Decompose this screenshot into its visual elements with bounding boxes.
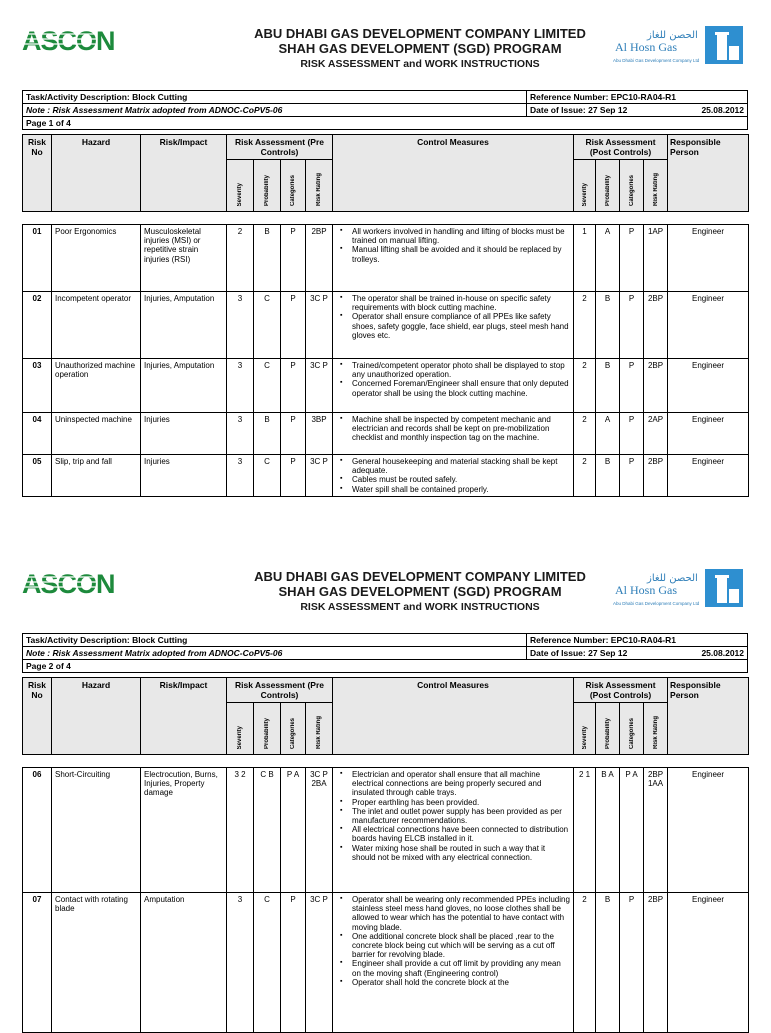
document-info-table bbox=[22, 633, 748, 673]
document-info-table bbox=[22, 90, 748, 130]
risk-impact: Musculoskeletal injuries (MSI) or repetitive strain injuries (RSI) bbox=[141, 225, 227, 292]
pre-category: P bbox=[281, 893, 306, 1033]
col-post-controls: Risk Assessment (Post Controls) bbox=[574, 135, 668, 160]
col-pre-categories: Categories bbox=[281, 160, 306, 212]
responsible-person: Engineer bbox=[668, 768, 749, 893]
post-rating: 2BP bbox=[644, 893, 668, 1033]
document-page-1 bbox=[0, 0, 768, 494]
post-probability: B A bbox=[596, 768, 620, 893]
issue-cell bbox=[527, 104, 748, 117]
post-probability: B bbox=[596, 455, 620, 497]
control-measure-item: ▪ The inlet and outlet power supply has been provided as per manufacturer recommendations. bbox=[336, 807, 570, 825]
company-name: ABU DHABI GAS DEVELOPMENT COMPANY LIMITED bbox=[254, 26, 586, 41]
pre-category: P bbox=[281, 225, 306, 292]
risk-impact: Electrocution, Burns, Injuries, Property damage bbox=[141, 768, 227, 893]
post-category: P bbox=[620, 413, 644, 455]
risk-row bbox=[23, 413, 749, 455]
pre-category: P bbox=[281, 292, 306, 359]
hazard: Contact with rotating blade bbox=[52, 893, 141, 1033]
risk-number: 05 bbox=[23, 455, 52, 497]
post-rating: 2BP 1AA bbox=[644, 768, 668, 893]
pre-probability: B bbox=[254, 413, 281, 455]
svg-text:الحصن للغاز: الحصن للغاز bbox=[647, 573, 698, 584]
pre-probability: C bbox=[254, 292, 281, 359]
col-pre-probability: Probability bbox=[254, 703, 281, 755]
responsible-person: Engineer bbox=[668, 292, 749, 359]
col-pre-controls: Risk Assessment (Pre Controls) bbox=[227, 135, 333, 160]
risk-number: 02 bbox=[23, 292, 52, 359]
pre-rating: 3C P bbox=[306, 455, 333, 497]
svg-text:الحصن للغاز: الحصن للغاز bbox=[647, 30, 698, 41]
post-category: P bbox=[620, 225, 644, 292]
control-measure-item: ▪ Trained/competent operator photo shall be displayed to stop any unauthorized operation. bbox=[336, 361, 570, 379]
document-type: RISK ASSESSMENT and WORK INSTRUCTIONS bbox=[300, 601, 540, 613]
control-measure-item: ▪ Cables must be routed safely. bbox=[336, 475, 570, 484]
risk-number: 06 bbox=[23, 768, 52, 893]
col-impact: Risk/Impact bbox=[141, 678, 227, 755]
pre-rating: 2BP bbox=[306, 225, 333, 292]
col-post-rating: Risk Rating bbox=[644, 703, 668, 755]
page-header bbox=[0, 0, 768, 88]
matrix-note: Note : Risk Assessment Matrix adopted from ADNOC-CoPV5-06 bbox=[23, 647, 527, 660]
control-measure-item: ▪ Manual lifting shall be avoided and it should be replaced by trolleys. bbox=[336, 245, 570, 263]
control-measure-item: ▪ Machine shall be inspected by competent mechanic and electrician and records shall be kept on pre-mobilization checklist and monthly inspection tag on the machine. bbox=[336, 415, 570, 443]
control-measure-item: ▪ Operator shall hold the concrete block at the bbox=[336, 978, 570, 987]
control-measure-item: ▪ Water mixing hose shall be routed in such a way that it should not be mixed with any electrical connection. bbox=[336, 844, 570, 862]
issue-date: 25.08.2012 bbox=[701, 105, 744, 115]
document-type: RISK ASSESSMENT and WORK INSTRUCTIONS bbox=[300, 58, 540, 70]
pre-category: P A bbox=[281, 768, 306, 893]
risk-impact: Injuries, Amputation bbox=[141, 292, 227, 359]
control-measure-item: ▪ Operator shall ensure compliance of all PPEs like safety shoes, safety goggle, face shield, ear plugs, steel mesh hand gloves etc. bbox=[336, 312, 570, 340]
pre-category: P bbox=[281, 359, 306, 413]
program-name: SHAH GAS DEVELOPMENT (SGD) PROGRAM bbox=[278, 584, 562, 599]
post-severity: 1 bbox=[574, 225, 596, 292]
col-post-severity: Severity bbox=[574, 703, 596, 755]
control-measure-item: ▪ Operator shall be wearing only recommended PPEs including stainless steel mess hand gloves, no loose clothes shall be allowed to wear which has the potential to have contact with moving blade. bbox=[336, 895, 570, 932]
control-measure-item: ▪ Engineer shall provide a cut off limit by providing any mean on the moving shaft (Engineering control) bbox=[336, 959, 570, 977]
hazard: Unauthorized machine operation bbox=[52, 359, 141, 413]
pre-category: P bbox=[281, 413, 306, 455]
risk-impact: Injuries, Amputation bbox=[141, 359, 227, 413]
col-post-probability: Probability bbox=[596, 703, 620, 755]
responsible-person: Engineer bbox=[668, 893, 749, 1033]
al-hosn-gas-logo bbox=[607, 24, 771, 76]
post-rating: 2BP bbox=[644, 455, 668, 497]
risk-row bbox=[23, 893, 749, 1033]
control-measure-item: ▪ General housekeeping and material stacking shall be kept adequate. bbox=[336, 457, 570, 475]
post-category: P A bbox=[620, 768, 644, 893]
svg-text:Al Hosn Gas: Al Hosn Gas bbox=[615, 583, 677, 597]
risk-row bbox=[23, 455, 749, 497]
pre-severity: 3 bbox=[227, 455, 254, 497]
risk-row bbox=[23, 292, 749, 359]
col-post-rating: Risk Rating bbox=[644, 160, 668, 212]
pre-category: P bbox=[281, 455, 306, 497]
hazard: Slip, trip and fall bbox=[52, 455, 141, 497]
pre-severity: 3 bbox=[227, 413, 254, 455]
post-severity: 2 1 bbox=[574, 768, 596, 893]
responsible-person: Engineer bbox=[668, 225, 749, 292]
control-measures bbox=[333, 768, 574, 893]
col-post-controls: Risk Assessment (Post Controls) bbox=[574, 678, 668, 703]
col-post-severity: Severity bbox=[574, 160, 596, 212]
responsible-person: Engineer bbox=[668, 455, 749, 497]
col-risk-no: Risk No bbox=[23, 135, 52, 212]
pre-probability: C bbox=[254, 359, 281, 413]
control-measures bbox=[333, 225, 574, 292]
col-control-measures: Control Measures bbox=[333, 678, 574, 755]
col-pre-controls: Risk Assessment (Pre Controls) bbox=[227, 678, 333, 703]
col-pre-probability: Probability bbox=[254, 160, 281, 212]
risk-table bbox=[22, 677, 749, 1033]
col-pre-categories: Categories bbox=[281, 703, 306, 755]
program-name: SHAH GAS DEVELOPMENT (SGD) PROGRAM bbox=[278, 41, 562, 56]
control-measure-item: ▪ The operator shall be trained in-house on specific safety requirements with block cutting machine. bbox=[336, 294, 570, 312]
table-spacer bbox=[23, 755, 749, 768]
post-rating: 2AP bbox=[644, 413, 668, 455]
post-category: P bbox=[620, 292, 644, 359]
pre-probability: B bbox=[254, 225, 281, 292]
control-measure-item: ▪ Concerned Foreman/Engineer shall ensure that only deputed operator shall be using the block cutting machine. bbox=[336, 379, 570, 397]
risk-number: 04 bbox=[23, 413, 52, 455]
document-page-2 bbox=[0, 543, 768, 987]
svg-text:ASCON: ASCON bbox=[22, 26, 115, 56]
issue-label: Date of Issue: 27 Sep 12 bbox=[530, 105, 628, 115]
hazard: Poor Ergonomics bbox=[52, 225, 141, 292]
pre-severity: 2 bbox=[227, 225, 254, 292]
control-measures bbox=[333, 455, 574, 497]
responsible-person: Engineer bbox=[668, 359, 749, 413]
post-severity: 2 bbox=[574, 893, 596, 1033]
ascon-logo bbox=[22, 569, 115, 599]
post-severity: 2 bbox=[574, 413, 596, 455]
pre-probability: C bbox=[254, 455, 281, 497]
post-probability: B bbox=[596, 893, 620, 1033]
svg-text:Abu Dhabi Gas Development Comp: Abu Dhabi Gas Development Company Ltd bbox=[613, 601, 700, 606]
post-probability: A bbox=[596, 413, 620, 455]
post-severity: 2 bbox=[574, 292, 596, 359]
risk-number: 01 bbox=[23, 225, 52, 292]
col-pre-severity: Severity bbox=[227, 703, 254, 755]
ascon-logo bbox=[22, 26, 115, 56]
reference-number: Reference Number: EPC10-RA04-R1 bbox=[527, 91, 748, 104]
col-responsible: Responsible Person bbox=[668, 678, 749, 755]
col-risk-no: Risk No bbox=[23, 678, 52, 755]
pre-severity: 3 bbox=[227, 292, 254, 359]
page-number: Page 1 of 4 bbox=[23, 117, 748, 130]
issue-label: Date of Issue: 27 Sep 12 bbox=[530, 648, 628, 658]
risk-row bbox=[23, 225, 749, 292]
pre-rating: 3BP bbox=[306, 413, 333, 455]
control-measure-item: ▪ Proper earthling has been provided. bbox=[336, 798, 570, 807]
col-pre-rating: Risk Rating bbox=[306, 160, 333, 212]
post-rating: 1AP bbox=[644, 225, 668, 292]
al-hosn-gas-logo bbox=[607, 567, 771, 619]
control-measure-item: ▪ All workers involved in handling and lifting of blocks must be trained on manual lifting. bbox=[336, 227, 570, 245]
col-responsible: Responsible Person bbox=[668, 135, 749, 212]
hazard: Incompetent operator bbox=[52, 292, 141, 359]
pre-probability: C bbox=[254, 893, 281, 1033]
matrix-note: Note : Risk Assessment Matrix adopted from ADNOC-CoPV5-06 bbox=[23, 104, 527, 117]
pre-rating: 3C P 2BA bbox=[306, 768, 333, 893]
control-measure-item: ▪ All electrical connections have been connected to distribution boards having ELCB installed in it. bbox=[336, 825, 570, 843]
col-hazard: Hazard bbox=[52, 135, 141, 212]
pre-severity: 3 2 bbox=[227, 768, 254, 893]
post-category: P bbox=[620, 359, 644, 413]
col-control-measures: Control Measures bbox=[333, 135, 574, 212]
post-probability: B bbox=[596, 359, 620, 413]
post-probability: B bbox=[596, 292, 620, 359]
pre-severity: 3 bbox=[227, 893, 254, 1033]
risk-impact: Injuries bbox=[141, 413, 227, 455]
control-measure-item: ▪ One additional concrete block shall be placed ,rear to the concrete block being cut which will be serving as a cut off barrier for revolving blade. bbox=[336, 932, 570, 960]
control-measures bbox=[333, 292, 574, 359]
risk-impact: Injuries bbox=[141, 455, 227, 497]
col-post-categories: Categories bbox=[620, 703, 644, 755]
svg-text:Abu Dhabi Gas Development Comp: Abu Dhabi Gas Development Company Ltd bbox=[613, 58, 700, 63]
task-description: Task/Activity Description: Block Cutting bbox=[23, 91, 527, 104]
risk-number: 03 bbox=[23, 359, 52, 413]
pre-rating: 3C P bbox=[306, 292, 333, 359]
pre-rating: 3C P bbox=[306, 893, 333, 1033]
post-severity: 2 bbox=[574, 455, 596, 497]
control-measures bbox=[333, 413, 574, 455]
company-name: ABU DHABI GAS DEVELOPMENT COMPANY LIMITED bbox=[254, 569, 586, 584]
control-measure-item: ▪ Electrician and operator shall ensure that all machine electrical connections are being properly secured and insulated through cable trays. bbox=[336, 770, 570, 798]
table-spacer bbox=[23, 212, 749, 225]
hazard: Short-Circuiting bbox=[52, 768, 141, 893]
issue-cell bbox=[527, 647, 748, 660]
page-number: Page 2 of 4 bbox=[23, 660, 748, 673]
col-impact: Risk/Impact bbox=[141, 135, 227, 212]
control-measures bbox=[333, 359, 574, 413]
col-hazard: Hazard bbox=[52, 678, 141, 755]
svg-text:Al Hosn Gas: Al Hosn Gas bbox=[615, 40, 677, 54]
pre-severity: 3 bbox=[227, 359, 254, 413]
responsible-person: Engineer bbox=[668, 413, 749, 455]
col-post-probability: Probability bbox=[596, 160, 620, 212]
post-category: P bbox=[620, 893, 644, 1033]
issue-date: 25.08.2012 bbox=[701, 648, 744, 658]
task-description: Task/Activity Description: Block Cutting bbox=[23, 634, 527, 647]
post-category: P bbox=[620, 455, 644, 497]
hazard: Uninspected machine bbox=[52, 413, 141, 455]
reference-number: Reference Number: EPC10-RA04-R1 bbox=[527, 634, 748, 647]
risk-table bbox=[22, 134, 749, 497]
post-severity: 2 bbox=[574, 359, 596, 413]
pre-rating: 3C P bbox=[306, 359, 333, 413]
control-measure-item: ▪ Water spill shall be contained properly. bbox=[336, 485, 570, 494]
col-pre-severity: Severity bbox=[227, 160, 254, 212]
post-rating: 2BP bbox=[644, 359, 668, 413]
col-pre-rating: Risk Rating bbox=[306, 703, 333, 755]
svg-text:ASCON: ASCON bbox=[22, 569, 115, 599]
pre-probability: C B bbox=[254, 768, 281, 893]
control-measures bbox=[333, 893, 574, 1033]
risk-row bbox=[23, 359, 749, 413]
risk-number: 07 bbox=[23, 893, 52, 1033]
post-rating: 2BP bbox=[644, 292, 668, 359]
col-post-categories: Categories bbox=[620, 160, 644, 212]
risk-row bbox=[23, 768, 749, 893]
risk-impact: Amputation bbox=[141, 893, 227, 1033]
page-header bbox=[0, 543, 768, 631]
post-probability: A bbox=[596, 225, 620, 292]
